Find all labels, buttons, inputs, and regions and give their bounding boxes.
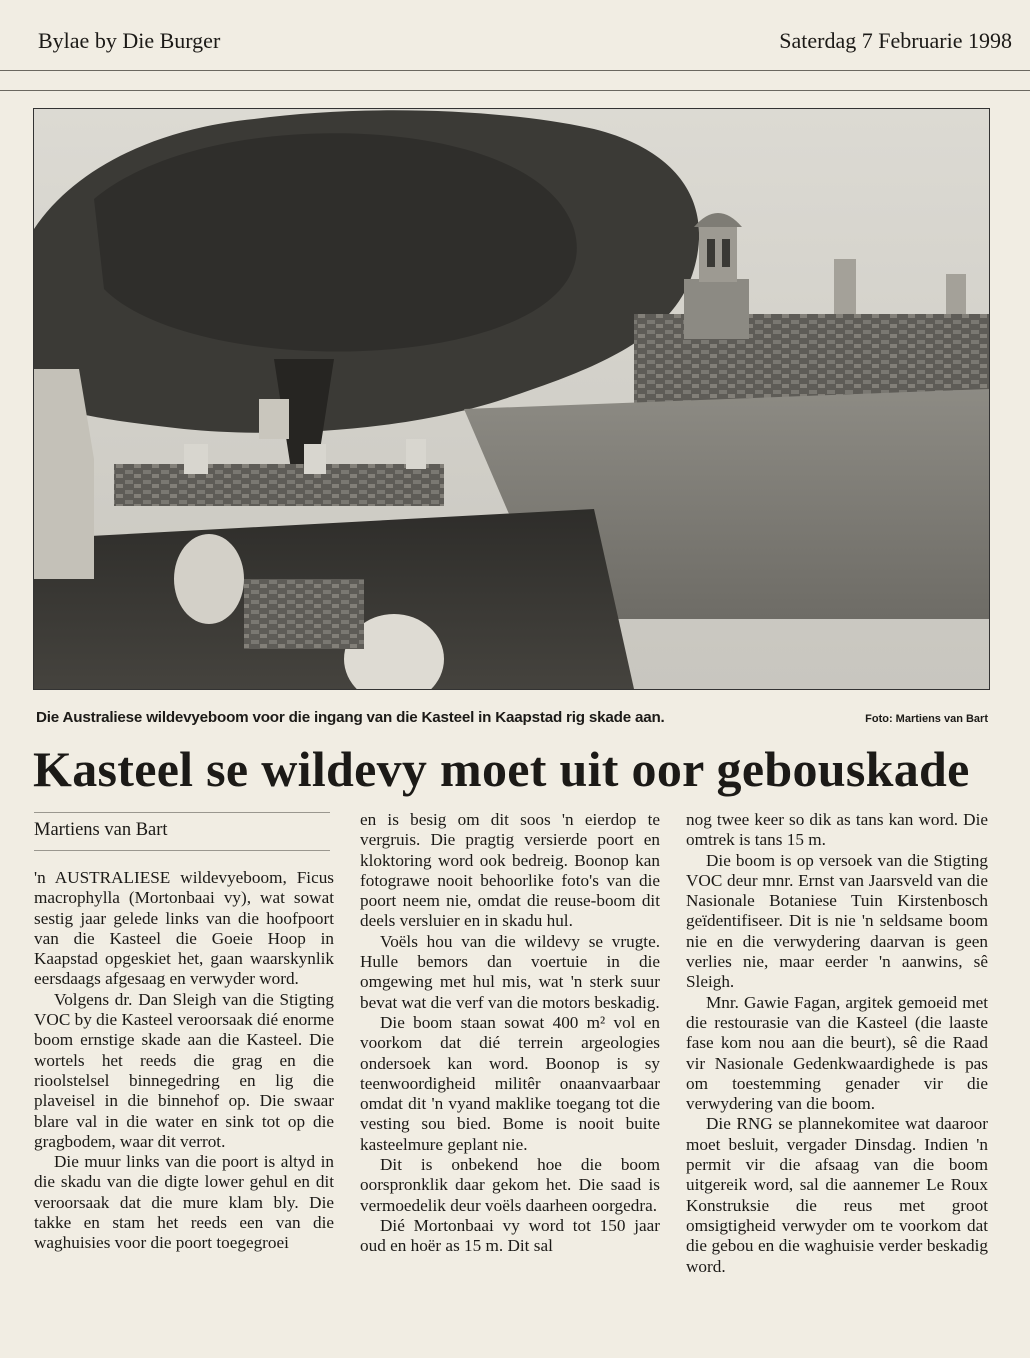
masthead [0, 0, 1030, 72]
headline: Kasteel se wildevy moet uit oor gebouskade [33, 741, 970, 797]
masthead-rule [0, 70, 1030, 71]
byline-rule-top [34, 812, 330, 813]
castle-photo-icon [34, 109, 989, 689]
photo-caption: Die Australiese wildevyeboom voor die ingang van die Kasteel in Kaapstad rig skade aan. [36, 709, 665, 726]
byline: Martiens van Bart [34, 820, 168, 840]
paragraph: en is besig om dit soos 'n eierdop te vergruis. Die pragtig versierde poort en kloktoring word ook bedreig. Boonop kan fotograwe nooit behoorlike foto's van die poort neem nie, omdat die reuse-boom dit deels versluier en in skadu hul. [360, 810, 660, 931]
paragraph: Die RNG se plannekomitee wat daaroor moet besluit, vergader Dinsdag. Indien 'n permit vir die afsaag van die boom uitgereik word, sal die aannemer Le Roux Konstruksie die reus met groot omsigtigheid verwyder om te voorkom dat die gebou en die waghuisie verder beskadig word. [686, 1114, 988, 1276]
paragraph: Dié Mortonbaai vy word tot 150 jaar oud en hoër as 15 m. Dit sal [360, 1215, 660, 1256]
paragraph: Volgens dr. Dan Sleigh van die Stigting VOC by die Kasteel veroorsaak dié enorme boom ernstige skade aan die Kasteel. Die wortels het reeds die grag en die rioolstelsel binnegedring en lig die plaveisel in die binnehof op. Die swaar blare val in die water en sink tot op die gragbodem, waar dit verrot. [34, 989, 334, 1151]
article-column-3 [686, 810, 988, 1277]
paragraph: nog twee keer so dik as tans kan word. Die omtrek is tans 15 m. [686, 810, 988, 850]
article-column-1 [34, 868, 334, 1254]
photo-credit: Foto: Martiens van Bart [865, 713, 988, 725]
section-rule [0, 90, 1030, 91]
paragraph: Die muur links van die poort is altyd in die skadu van die digte lower gehul en dit veroorsaak dat die mure klam bly. Die takke en stam het reeds een van die waghuisies voor die poort toegegroei [34, 1152, 334, 1253]
paragraph: Die boom is op versoek van die Stigting VOC deur mnr. Ernst van Jaarsveld van die Nasionale Botaniese Tuin Kirstenbosch geïdentifiseer. Dit is nie 'n seldsame boom nie en die verwydering daarvan is geen verlies nie, maar eerder 'n aanwins, sê Sleigh. [686, 850, 988, 992]
castle-photo [33, 108, 990, 690]
issue-date: Saterdag 7 Februarie 1998 [779, 28, 1012, 53]
paragraph: Voëls hou van die wildevy se vrugte. Hulle bemors dan voertuie in die omgewing met hul mis, wat 'n sterk suur bevat wat die verf van die motors beskadig. [360, 931, 660, 1012]
paragraph: Mnr. Gawie Fagan, argitek gemoeid met die restourasie van die Kasteel (die laaste fase kom nou aan die beurt), sê die Raad vir Nasionale Gedenkwaardighede is pas om toestemming genader vir die verwydering van die boom. [686, 992, 988, 1114]
article-column-2 [360, 810, 660, 1257]
paragraph: Dit is onbekend hoe die boom oorspronklik daar gekom het. Die saad is vermoedelik deur voëls daarheen oorgedra. [360, 1155, 660, 1215]
paragraph: 'n AUSTRALIESE wildevyeboom, Ficus macrophylla (Mortonbaai vy), wat sowat sestig jaar gelede links van die hoofpoort van die Kasteel die Goeie Hoop in Kaapstad opgeskiet het, gaan waarskynlik eersdaags afgesaag en verwyder word. [34, 868, 334, 989]
supplement-label: Bylae by Die Burger [38, 28, 221, 53]
paragraph: Die boom staan sowat 400 m² vol en voorkom dat dié terrein argeologies ondersoek kan word. Boonop is sy teenwoordigheid militêr onaanvaarbaar omdat dit 'n vyand maklike toegang tot die vesting sou bied. Bome is nooit buite kasteelmure geplant nie. [360, 1012, 660, 1154]
byline-rule-bottom [34, 850, 330, 851]
